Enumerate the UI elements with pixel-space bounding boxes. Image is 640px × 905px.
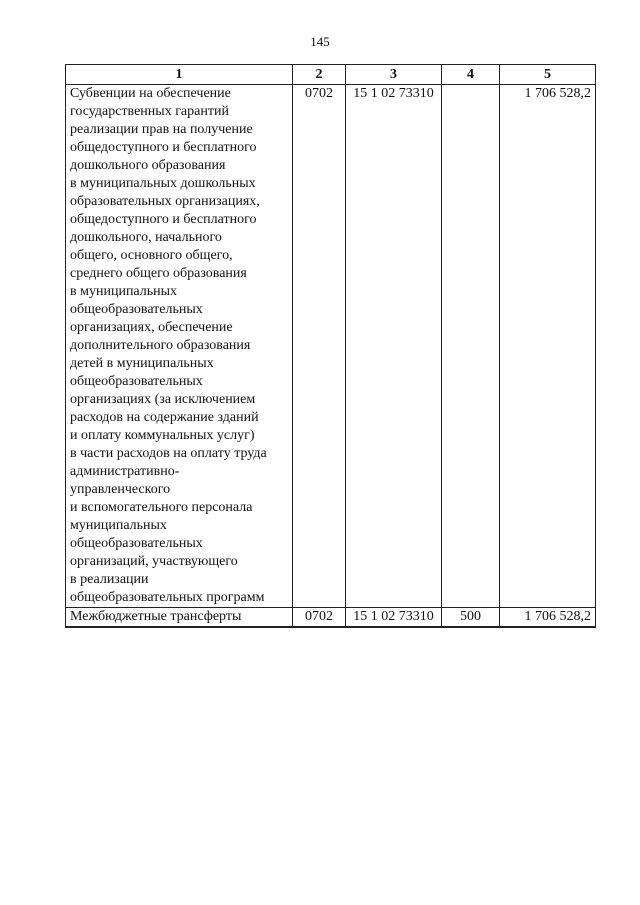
row-target-code: 15 1 02 73310 <box>346 608 442 628</box>
table-row <box>66 85 596 608</box>
row-amount: 1 706 528,2 <box>500 608 596 628</box>
row-section-code: 0702 <box>293 85 346 608</box>
column-header-2: 2 <box>293 65 346 85</box>
column-header-5: 5 <box>500 65 596 85</box>
budget-table <box>65 64 596 628</box>
row-target-code: 15 1 02 73310 <box>346 85 442 608</box>
row-amount: 1 706 528,2 <box>500 85 596 608</box>
column-header-1: 1 <box>66 65 293 85</box>
row-expense-type <box>442 85 500 608</box>
table-row <box>66 608 596 628</box>
page-number: 145 <box>310 34 330 49</box>
column-header-4: 4 <box>442 65 500 85</box>
row-name: Межбюджетные трансферты <box>66 608 293 628</box>
row-expense-type: 500 <box>442 608 500 628</box>
row-name: Субвенции на обеспечение государственных гарантий реализации прав на получение общедоступного и бесплатного дошкольного образования в муниципальных дошкольных образовательных организациях, общедоступного и бесплатного дошкольного, начального общего, основного общего, среднего общего образования в муниципальных общеобразовательных организациях, обеспечение дополнительного образования детей в муниципальных общеобразовательных организациях (за исключением расходов на содержание зданий и оплату коммунальных услуг) в части расходов на оплату труда административно- управленческого и вспомогательного персонала муниципальных общеобразовательных организаций, участвующего в реализации общеобразовательных программ <box>66 85 293 608</box>
column-header-3: 3 <box>346 65 442 85</box>
table-header-row <box>66 65 596 85</box>
row-section-code: 0702 <box>293 608 346 628</box>
